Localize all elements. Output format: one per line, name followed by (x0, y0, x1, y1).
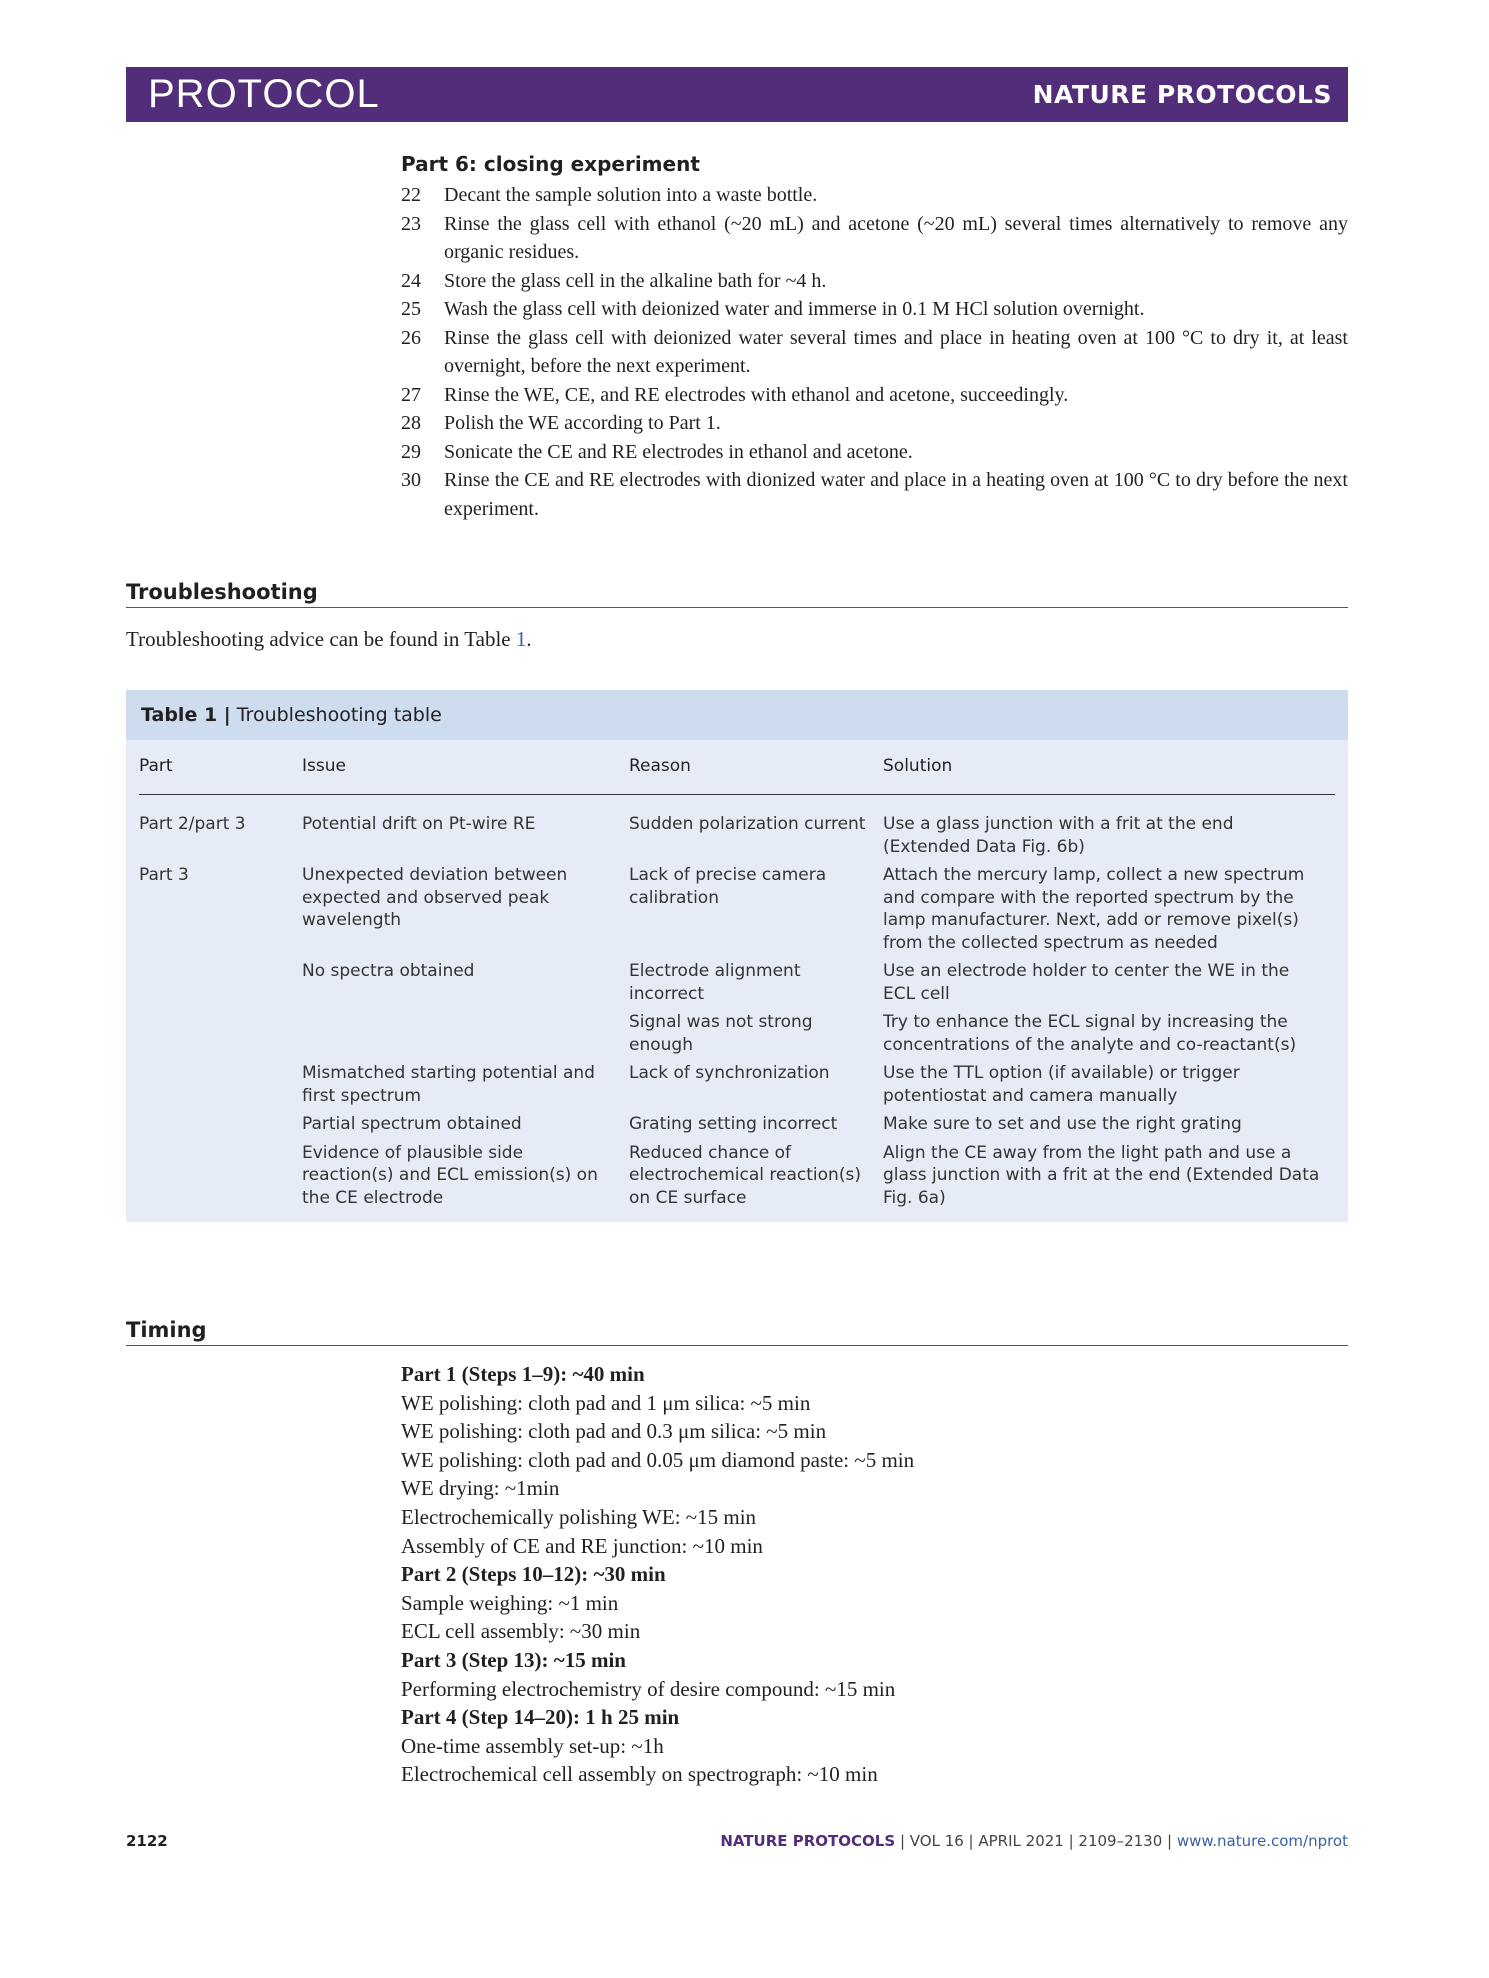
timing-part-heading: Part 1 (Steps 1–9): ~40 min (401, 1362, 645, 1386)
timing-item: Sample weighing: ~1 min (401, 1590, 619, 1615)
cell-solution: Align the CE away from the light path and use a glass junction with a frit at the end (Extended Data Fig. 6a) (883, 1142, 1320, 1208)
timing-item: One-time assembly set-up: ~1h (401, 1733, 664, 1758)
cell-reason: Electrode alignment incorrect (629, 961, 801, 1004)
troubleshooting-heading: Troubleshooting (126, 580, 1348, 608)
header-part: Part (139, 740, 302, 795)
timing-item: WE polishing: cloth pad and 0.05 μm diamond paste: ~5 min (401, 1447, 915, 1472)
cell-solution: Try to enhance the ECL signal by increasing the concentrations of the analyte and co-reactant(s) (883, 1012, 1297, 1055)
cell-part: Part 3 (139, 865, 189, 885)
cell-part (139, 960, 302, 1011)
cell-part (139, 1011, 302, 1062)
table-row (139, 960, 1335, 1011)
step-item (401, 381, 1348, 410)
footer-journal: NATURE PROTOCOLS (720, 1832, 896, 1850)
cell-reason: Signal was not strong enough (629, 1012, 813, 1055)
footer-volume: | VOL 16 | APRIL 2021 | 2109–2130 | (895, 1832, 1177, 1850)
part6-title: Part 6: closing experiment (401, 152, 700, 176)
header-journal-name: NATURE PROTOCOLS (1032, 80, 1332, 109)
step-number: 30 (401, 469, 421, 491)
cell-issue: Potential drift on Pt-wire RE (302, 814, 536, 834)
cell-issue: Partial spectrum obtained (302, 1114, 522, 1134)
cell-part (139, 1113, 302, 1142)
timing-item: Electrochemically polishing WE: ~15 min (401, 1504, 757, 1529)
part6-step-list (401, 181, 1348, 523)
table-row (139, 795, 1335, 865)
timing-item: WE polishing: cloth pad and 1 μm silica: ~5 min (401, 1390, 811, 1415)
step-item (401, 210, 1348, 267)
table-link[interactable]: 1 (515, 627, 527, 651)
timing-part-heading: Part 3 (Step 13): ~15 min (401, 1647, 626, 1672)
header-banner (126, 67, 1348, 122)
cell-issue: Evidence of plausible side reaction(s) and ECL emission(s) on the CE electrode (302, 1142, 598, 1208)
step-text: Decant the sample solution into a waste bottle. (444, 184, 818, 206)
footer-citation (720, 1832, 1348, 1850)
timing-item: ECL cell assembly: ~30 min (401, 1619, 641, 1644)
cell-issue: Unexpected deviation between expected and observed peak wavelength (302, 865, 568, 930)
cell-solution: Use the TTL option (if available) or trigger potentiostat and camera manually (883, 1063, 1240, 1106)
timing-part-heading: Part 2 (Steps 10–12): ~30 min (401, 1562, 666, 1587)
table-header-row (139, 740, 1335, 795)
cell-part: Part 2/part 3 (139, 814, 246, 834)
timing-list (401, 1360, 1101, 1789)
cell-reason: Sudden polarization current (629, 814, 866, 834)
step-text: Rinse the CE and RE electrodes with dionized water and place in a heating oven at 100 °C to dry before the next experiment. (444, 469, 1348, 520)
step-number: 24 (401, 269, 421, 292)
step-number: 27 (401, 383, 421, 406)
footer-url[interactable]: www.nature.com/nprot (1176, 1832, 1348, 1850)
table-row (139, 1062, 1335, 1113)
cell-part (139, 1142, 302, 1216)
step-text: Polish the WE according to Part 1. (444, 412, 721, 434)
step-number: 26 (401, 326, 421, 349)
troubleshooting-table-box (126, 690, 1348, 1222)
cell-solution: Attach the mercury lamp, collect a new spectrum and compare with the reported spectrum by the lamp manufacturer. Next, add or remove pixel(s) from the collected spectrum as needed (883, 865, 1305, 953)
troubleshooting-table (139, 740, 1335, 1215)
cell-reason: Lack of synchronization (629, 1063, 830, 1083)
cell-solution: Use an electrode holder to center the WE in the ECL cell (883, 961, 1290, 1004)
timing-item: WE drying: ~1min (401, 1476, 560, 1501)
timing-item: Assembly of CE and RE junction: ~10 min (401, 1533, 763, 1558)
step-number: 29 (401, 440, 421, 463)
cell-solution: Use a glass junction with a frit at the end (Extended Data Fig. 6b) (883, 814, 1234, 857)
page-number: 2122 (126, 1832, 168, 1850)
table-caption (126, 690, 1348, 740)
step-text: Rinse the WE, CE, and RE electrodes with ethanol and acetone, succeedingly. (444, 383, 1069, 406)
step-text: Rinse the glass cell with deionized water several times and place in heating oven at 100 °C to dry it, at least overnight, before the next experiment. (444, 326, 1348, 377)
table-row (139, 1011, 1335, 1062)
cell-issue: Mismatched starting potential and first spectrum (302, 1063, 595, 1106)
step-item (401, 267, 1348, 296)
troubleshooting-text-before: Troubleshooting advice can be found in Table (126, 627, 516, 651)
step-item (401, 466, 1348, 523)
step-item (401, 438, 1348, 467)
table-row (139, 1142, 1335, 1216)
step-item (401, 409, 1348, 438)
table-caption-number: Table 1 | (141, 704, 231, 726)
step-number: 25 (401, 298, 421, 320)
cell-reason: Grating setting incorrect (629, 1114, 838, 1134)
table-caption-title: Troubleshooting table (236, 704, 442, 726)
step-text: Wash the glass cell with deionized water and immerse in 0.1 M HCl solution overnight. (444, 298, 1145, 320)
step-text: Store the glass cell in the alkaline bath for ~4 h. (444, 269, 827, 292)
timing-heading: Timing (126, 1318, 1348, 1346)
step-item (401, 181, 1348, 210)
step-number: 23 (401, 212, 421, 235)
timing-item: Electrochemical cell assembly on spectrograph: ~10 min (401, 1762, 878, 1787)
table-body (139, 795, 1335, 1216)
timing-part-heading: Part 4 (Step 14–20): 1 h 25 min (401, 1705, 680, 1730)
troubleshooting-text (126, 627, 532, 652)
cell-solution: Make sure to set and use the right grating (883, 1114, 1242, 1134)
troubleshooting-text-after: . (526, 627, 532, 651)
header-issue: Issue (302, 740, 629, 795)
timing-item: Performing electrochemistry of desire compound: ~15 min (401, 1676, 896, 1701)
table-row (139, 1113, 1335, 1142)
step-text: Rinse the glass cell with ethanol (~20 mL) and acetone (~20 mL) several times alternatively to remove any organic residues. (444, 212, 1348, 263)
table-row (139, 864, 1335, 960)
step-number: 22 (401, 184, 421, 206)
cell-issue: No spectra obtained (302, 961, 475, 981)
header-solution: Solution (883, 740, 1335, 795)
header-protocol-label: PROTOCOL (148, 72, 380, 116)
step-number: 28 (401, 412, 421, 434)
step-item (401, 324, 1348, 381)
cell-reason: Reduced chance of electrochemical reaction(s) on CE surface (629, 1142, 861, 1208)
step-text: Sonicate the CE and RE electrodes in ethanol and acetone. (444, 440, 913, 463)
step-item (401, 295, 1348, 324)
cell-part (139, 1062, 302, 1113)
header-reason: Reason (629, 740, 883, 795)
cell-issue (302, 1011, 629, 1062)
timing-item: WE polishing: cloth pad and 0.3 μm silica: ~5 min (401, 1419, 827, 1444)
cell-reason: Lack of precise camera calibration (629, 865, 827, 908)
